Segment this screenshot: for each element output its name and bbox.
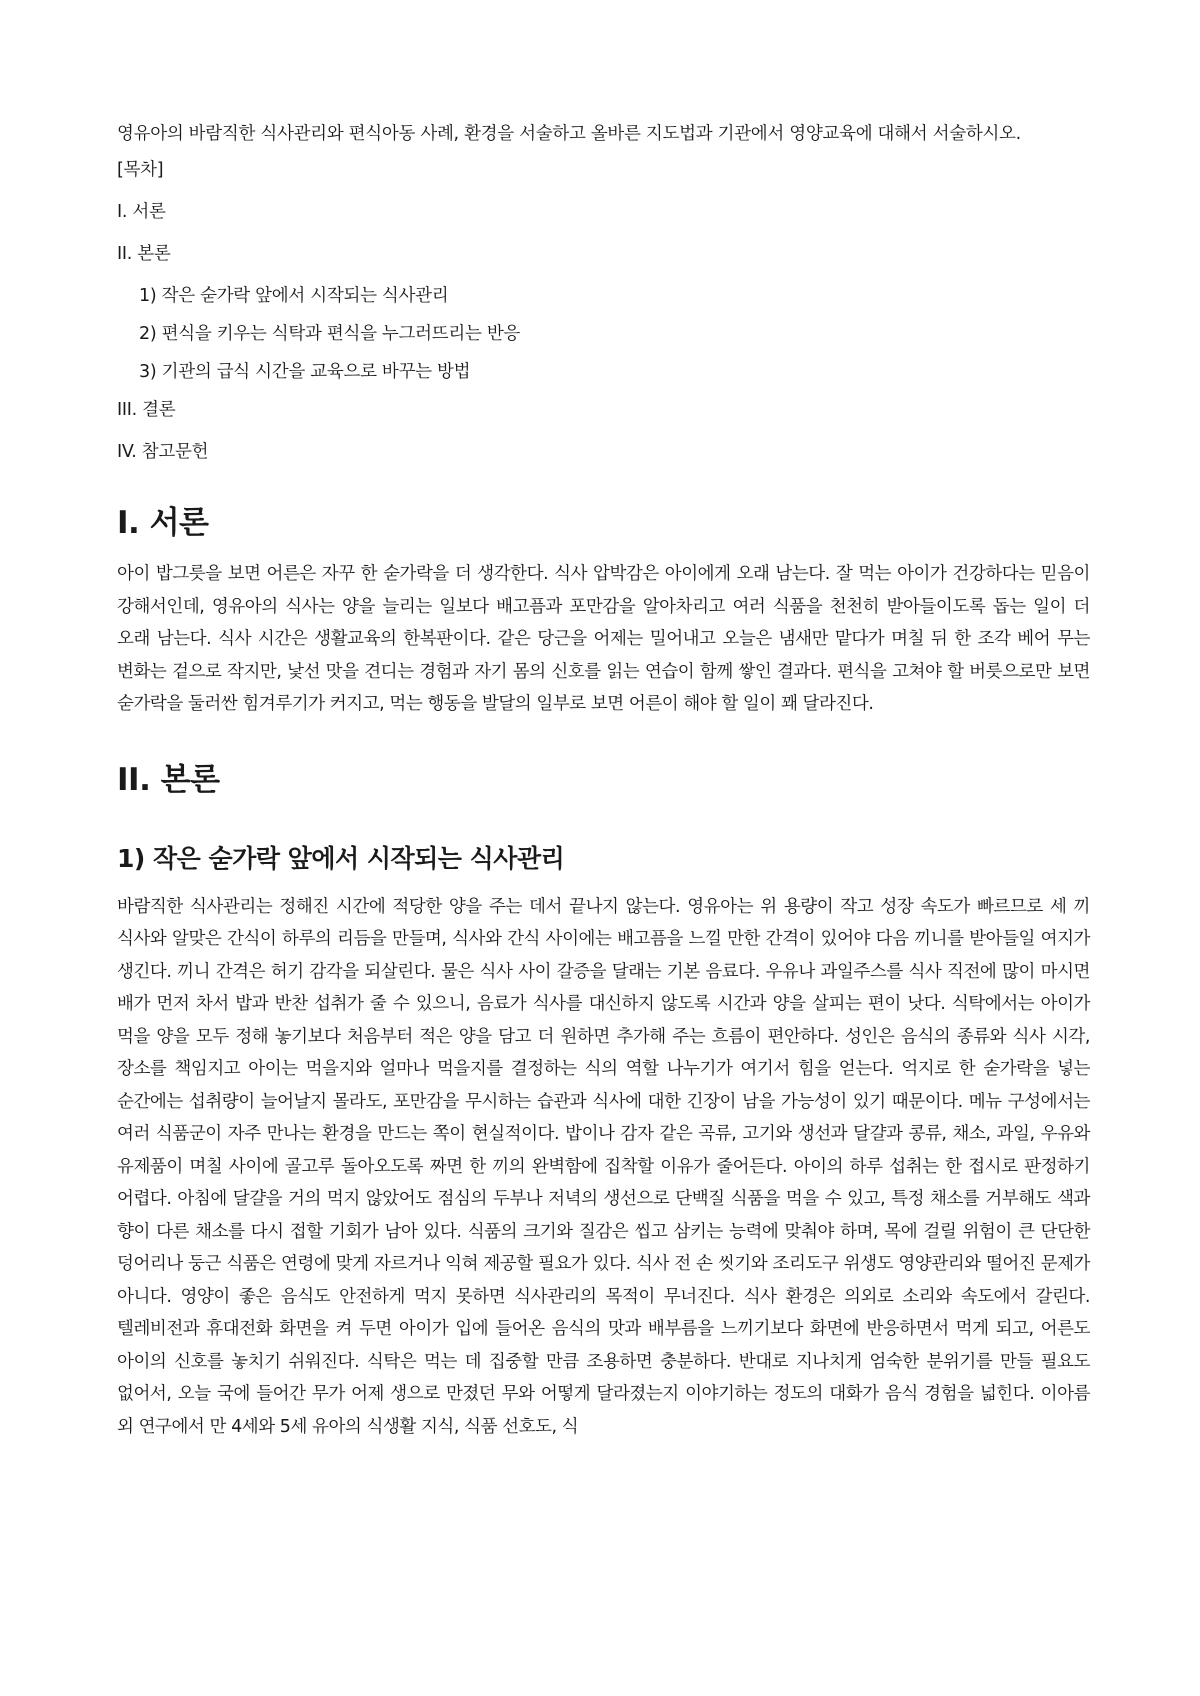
toc-item-sub1: 1) 작은 숟가락 앞에서 시작되는 식사관리 — [139, 286, 449, 306]
toc-item-sub3: 3) 기관의 급식 시간을 교육으로 바꾸는 방법 — [139, 362, 471, 382]
subsection-1-paragraph: 바람직한 식사관리는 정해진 시간에 적당한 양을 주는 데서 끝나지 않는다. 영유아는 위 용량이 작고 성장 속도가 빠르므로 세 끼 식사와 알맞은 간식이 하루의 리듬을 만들며, 식사와 간식 사이에는 배고픔을 느낄 만한 간격이 있어야 다음 끼니를 받아들일 여지가 생긴다. 끼니 간격은 허기 감각을 되살린다. 물은 식사 사이 갈증을 달래는 기본 음료다. 우유나 과일주스를 식사 직전에 많이 마시면 배가 먼저 차서 밥과 반찬 섭취가 줄 수 있으니, 음료가 식사를 대신하지 않도록 시간과 양을 살피는 편이 낫다. 식탁에서는 아이가 먹을 양을 모두 정해 놓기보다 처음부터 적은 양을 담고 더 원하면 추가해 주는 흐름이 편안하다. 성인은 음식의 종류와 식사 시각, 장소를 책임지고 아이는 먹을지와 얼마나 먹을지를 결정하는 식의 역할 나누기가 여기서 힘을 얻는다. 억지로 한 숟가락을 넣는 순간에는 섭취량이 늘어날지 몰라도, 포만감을 무시하는 습관과 식사에 대한 긴장이 남을 가능성이 있기 때문이다. 메뉴 구성에서는 여러 식품군이 자주 만나는 환경을 만드는 쪽이 현실적이다. 밥이나 감자 같은 곡류, 고기와 생선과 달걀과 콩류, 채소, 과일, 우유와 유제품이 며칠 사이에 골고루 돌아오도록 짜면 한 끼의 완벽함에 집착할 이유가 줄어든다. 아이의 하루 섭취는 한 접시로 판정하기 어렵다. 아침에 달걀을 거의 먹지 않았어도 점심의 두부나 저녁의 생선으로 단백질 식품을 먹을 수 있고, 특정 채소를 거부해도 색과 향이 다른 채소를 다시 접할 기회가 남아 있다. 식품의 크기와 질감은 씹고 삼키는 능력에 맞춰야 하며, 목에 걸릴 위험이 큰 단단한 덩어리나 둥근 식품은 연령에 맞게 자르거나 익혀 제공할 필요가 있다. 식사 전 손 씻기와 조리도구 위생도 영양관리와 떨어진 문제가 아니다. 영양이 좋은 음식도 안전하게 먹지 못하면 식사관리의 목적이 무너진다. 식사 환경은 의외로 소리와 속도에서 갈린다. 텔레비전과 휴대전화 화면을 켜 두면 아이가 입에 들어온 음식의 맛과 배부름을 느끼기보다 화면에 반응하면서 먹게 되고, 어른도 아이의 신호를 놓치기 쉬워진다. 식탁은 먹는 데 집중할 만큼 조용하면 충분하다. 반대로 지나치게 엄숙한 분위기를 만들 필요도 없어서, 오늘 국에 들어간 무가 어제 생으로 만졌던 무와 어떻게 달라졌는지 이야기하는 정도의 대화가 음식 경험을 넓힌다. 이아름 외 연구에서 만 4세와 5세 유아의 식생활 지식, 식품 선호도, 식 — [117, 896, 1090, 1437]
toc-item-references: IV. 참고문헌 — [117, 442, 209, 462]
toc-title: [목차] — [117, 160, 164, 180]
subsection-1-heading: 1) 작은 숟가락 앞에서 시작되는 식사관리 — [117, 843, 565, 873]
intro-heading: I. 서론 — [117, 505, 209, 541]
main-heading: II. 본론 — [117, 761, 220, 798]
toc-item-sub2: 2) 편식을 키우는 식탁과 편식을 누그러뜨리는 반응 — [139, 324, 521, 344]
toc-item-main: II. 본론 — [117, 244, 171, 264]
toc-item-conclusion: III. 결론 — [117, 400, 176, 420]
assignment-prompt: 영유아의 바람직한 식사관리와 편식아동 사례, 환경을 서술하고 올바른 지도법과 기관에서 영양교육에 대해서 서술하시오. — [117, 124, 1021, 144]
intro-paragraph: 아이 밥그릇을 보면 어른은 자꾸 한 숟가락을 더 생각한다. 식사 압박감은 아이에게 오래 남는다. 잘 먹는 아이가 건강하다는 믿음이 강해서인데, 영유아의 식사는 양을 늘리는 일보다 배고픔과 포만감을 알아차리고 여러 식품을 천천히 받아들이도록 돕는 일이 더 오래 남는다. 식사 시간은 생활교육의 한복판이다. 같은 당근을 어제는 밀어내고 오늘은 냄새만 맡다가 며칠 뒤 한 조각 베어 무는 변화는 겉으로 작지만, 낯선 맛을 견디는 경험과 자기 몸의 신호를 읽는 연습이 함께 쌓인 결과다. 편식을 고쳐야 할 버릇으로만 보면 숟가락을 둘러싼 힘겨루기가 커지고, 먹는 행동을 발달의 일부로 보면 어른이 해야 할 일이 꽤 달라진다. — [117, 564, 1090, 714]
toc-item-intro: I. 서론 — [117, 202, 166, 222]
